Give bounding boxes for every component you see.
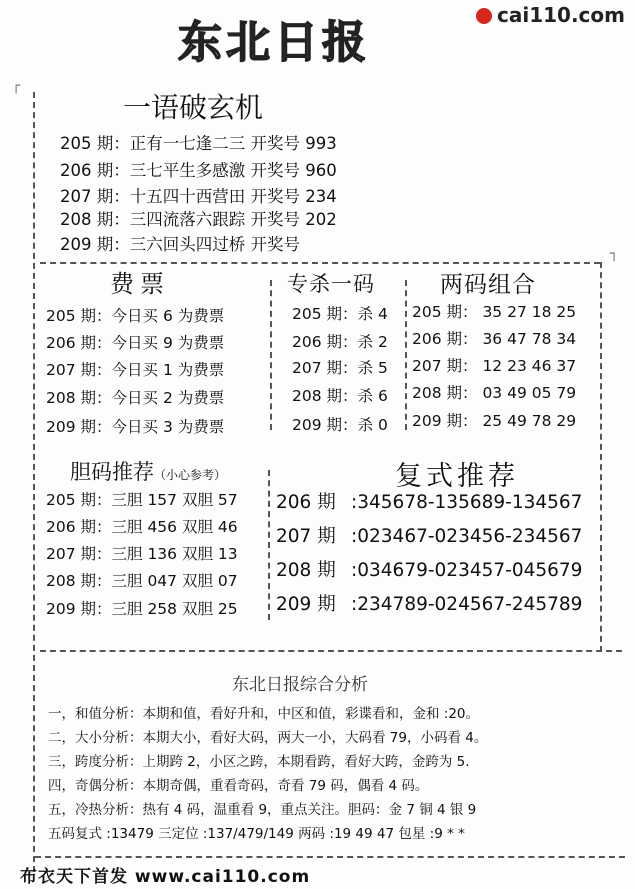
compound-period: 208 期 — [276, 560, 336, 581]
divider-fee-kill — [270, 280, 272, 430]
frame-divider-bottom — [35, 856, 625, 858]
dan-code-title — [70, 456, 226, 486]
kill-one-row: 208 期：杀 6 — [292, 387, 388, 405]
kill-one-row: 207 期：杀 5 — [292, 359, 388, 377]
riddle-line: 205 期：正有一七逢二三 开奖号 993 — [60, 134, 337, 153]
dan-code-row: 209 期：三胆 258 双胆 25 — [46, 600, 238, 618]
two-code-row: 205 期： 35 27 18 25 — [412, 303, 577, 321]
dan-code-title-text: 胆码推荐 — [70, 460, 154, 484]
frame-left-border — [33, 92, 35, 872]
site-logo[interactable] — [476, 3, 625, 27]
riddle-line: 209 期：三六回头四过桥 开奖号 — [60, 235, 300, 254]
frame-right-border — [600, 262, 602, 652]
riddle-title: 一语破玄机 — [123, 91, 264, 124]
compound-row — [276, 488, 582, 514]
analysis-line: 一，和值分析：本期和值，看好升和，中区和值，彩谍看和，金和 :20。 — [48, 706, 480, 722]
dan-code-row: 208 期：三胆 047 双胆 07 — [46, 572, 238, 590]
masthead-title: 东北日报 — [178, 17, 370, 68]
dan-code-row: 205 期：三胆 157 双胆 57 — [46, 491, 238, 509]
compound-period: 209 期 — [276, 594, 336, 615]
two-code-row: 209 期： 25 49 78 29 — [412, 412, 577, 430]
analysis-line: 五码复式 :13479 三定位 :137/479/149 两码 :19 49 47 包星 :9 * * — [48, 826, 465, 842]
dan-code-subtitle: （小心参考） — [154, 468, 227, 482]
footer-text: 布衣天下首发 www.cai110.com — [20, 867, 311, 887]
free-ticket-row: 205 期：今日买 6 为费票 — [46, 307, 225, 325]
kill-one-row: 206 期：杀 2 — [292, 333, 388, 351]
free-ticket-row: 209 期：今日买 3 为费票 — [46, 418, 225, 436]
kill-one-row: 205 期：杀 4 — [292, 305, 388, 323]
frame-divider-middle — [40, 650, 622, 652]
decorative-mark-right: ┐ — [610, 246, 619, 262]
compound-period: 207 期 — [276, 526, 336, 547]
free-ticket-row: 207 期：今日买 1 为费票 — [46, 361, 225, 379]
analysis-line: 二，大小分析：本期大小，看好大码，两大一小，大码看 79，小码看 4。 — [48, 730, 488, 746]
two-code-row: 208 期： 03 49 05 79 — [412, 384, 577, 402]
compound-value: :345678-135689-134567 — [351, 492, 583, 513]
free-ticket-title: 费票 — [110, 270, 170, 298]
logo-dot-icon — [476, 8, 492, 24]
compound-value: :034679-023457-045679 — [351, 560, 583, 581]
decorative-mark-left: ┌ — [12, 78, 21, 94]
kill-one-title: 专杀一码 — [287, 272, 375, 296]
analysis-line: 四，奇偶分析：本期奇偶，重看奇码，奇看 79 码，偶看 4 码。 — [48, 778, 429, 794]
compound-value: :023467-023456-234567 — [351, 526, 583, 547]
compound-period: 206 期 — [276, 492, 336, 513]
two-code-title: 两码组合 — [440, 272, 536, 298]
free-ticket-row: 208 期：今日买 2 为费票 — [46, 389, 225, 407]
compound-row — [276, 556, 582, 582]
divider-kill-two — [405, 280, 407, 430]
analysis-line: 五，冷热分析：热有 4 码，温重看 9，重点关注。胆码：金 7 铜 4 银 9 — [48, 802, 477, 818]
compound-value: :234789-024567-245789 — [351, 594, 583, 615]
divider-dan-compound — [268, 470, 270, 620]
compound-row — [276, 590, 582, 616]
dan-code-row: 207 期：三胆 136 双胆 13 — [46, 545, 238, 563]
riddle-line: 208 期：三四流落六跟踪 开奖号 202 — [60, 210, 337, 229]
riddle-line: 206 期：三七平生多感激 开奖号 960 — [60, 161, 337, 180]
compound-title: 复式推荐 — [395, 461, 519, 492]
compound-row — [276, 522, 582, 548]
analysis-line: 三，跨度分析：上期跨 2，小区之跨，本期看跨，看好大跨，金跨为 5. — [48, 754, 470, 770]
two-code-row: 207 期： 12 23 46 37 — [412, 357, 577, 375]
dan-code-row: 206 期：三胆 456 双胆 46 — [46, 518, 238, 536]
kill-one-row: 209 期：杀 0 — [292, 416, 388, 434]
two-code-row: 206 期： 36 47 78 34 — [412, 330, 577, 348]
free-ticket-row: 206 期：今日买 9 为费票 — [46, 334, 225, 352]
riddle-line: 207 期：十五四十西营田 开奖号 234 — [60, 187, 337, 206]
analysis-title: 东北日报综合分析 — [232, 675, 368, 695]
site-name: cai110.com — [497, 3, 625, 27]
